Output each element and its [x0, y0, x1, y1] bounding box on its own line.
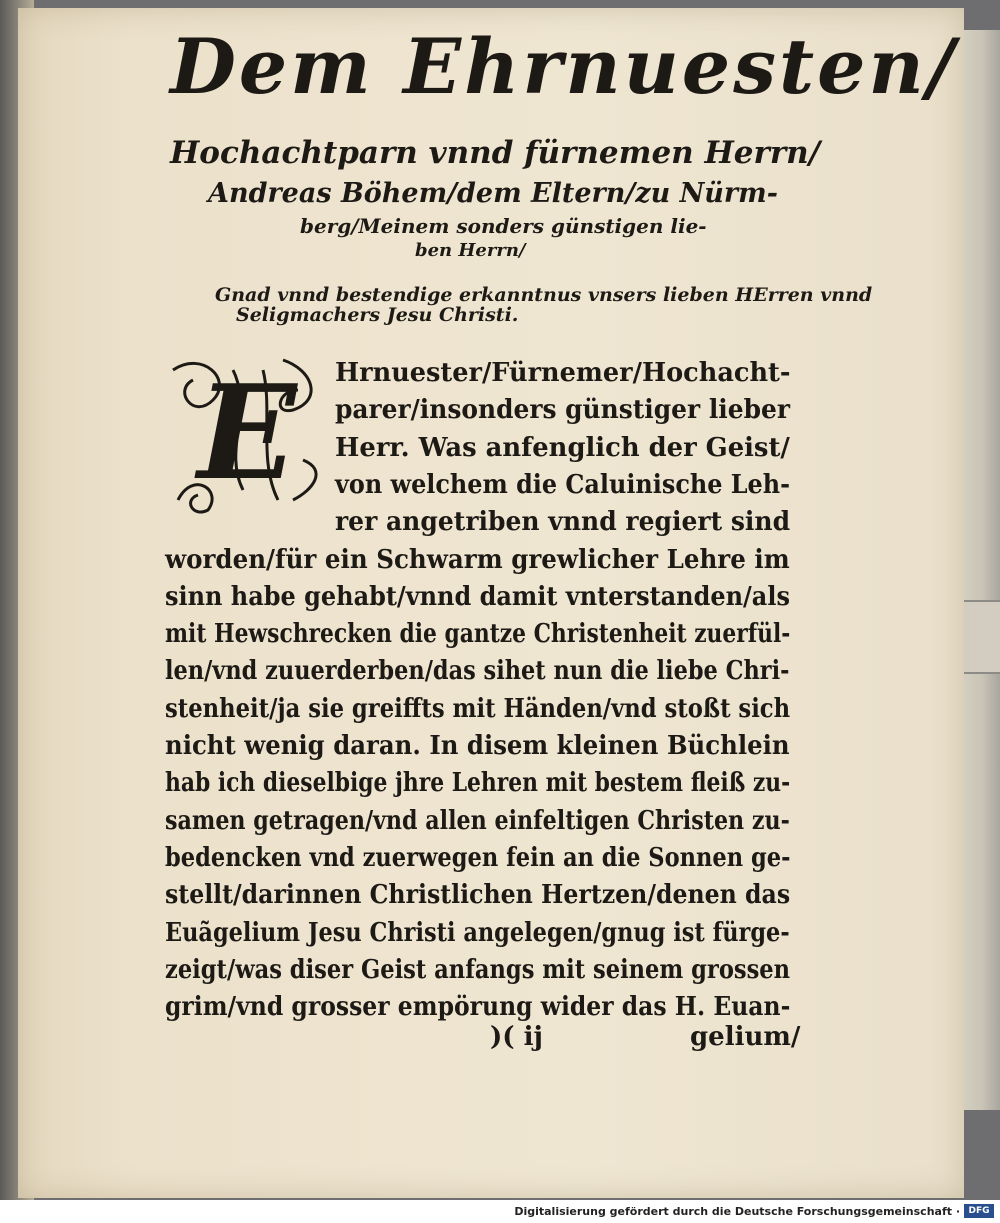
body-line: nicht wenig daran. In disem kleinen Büchlein	[165, 731, 790, 761]
body-line: hab ich dieselbige jhre Lehren mit bestem fleiß zu-	[165, 768, 791, 799]
body-line: grim/vnd grosser empörung wider das H. Euan-	[165, 992, 791, 1023]
body-line: len/vnd zuuerderben/das sihet nun die liebe Chri-	[165, 656, 790, 687]
body-line: samen getragen/vnd allen einfeltigen Christen zu-	[165, 805, 790, 836]
body-line: stellt/darinnen Christlichen Hertzen/denen das	[165, 880, 791, 911]
signature-mark: )( ij	[490, 1022, 543, 1052]
catchword: gelium/	[690, 1022, 801, 1052]
body-line: sinn habe gehabt/vnnd damit vnterstanden/als	[165, 581, 790, 612]
body-line: Hrnuester/Fürnemer/Hochacht-	[335, 358, 791, 388]
decorated-initial	[163, 350, 331, 518]
body-line: zeigt/was diser Geist anfangs mit seinem grossen	[165, 954, 791, 985]
heading-line-1: Hochachtparn vnnd fürnemen Herrn/	[170, 135, 821, 171]
body-line: rer angetriben vnnd regiert sind	[335, 507, 791, 538]
body-line: Herr. Was anfenglich der Geist/	[335, 432, 790, 463]
heading-line-4: ben Herrn/	[415, 240, 526, 261]
body-line: bedencken vnd zuerwegen fein an die Sonnen ge-	[165, 842, 791, 873]
initial-letter: E	[197, 356, 297, 509]
greeting-line-2: Seligmachers Jesu Christi.	[236, 304, 519, 326]
body-line: mit Hewschrecken die gantze Christenheit zuerfül-	[165, 619, 791, 650]
dfg-logo-icon: DFG	[964, 1204, 994, 1218]
body-line: worden/für ein Schwarm grewlicher Lehre im	[165, 544, 790, 575]
page-title: Dem Ehrnuesten/	[170, 22, 958, 111]
heading-line-3: berg/Meinem sonders günstigen lie-	[300, 214, 707, 238]
heading-line-2: Andreas Böhem/dem Eltern/zu Nürm-	[208, 178, 778, 209]
greeting-line-1: Gnad vnnd bestendige erkanntnus vnsers lieben HErren vnnd	[215, 284, 873, 306]
body-line: stenheit/ja sie greiffts mit Händen/vnd stoßt sich	[165, 693, 791, 724]
body-line: parer/insonders günstiger lieber	[335, 395, 790, 426]
footer-credit: Digitalisierung gefördert durch die Deutsche Forschungsgemeinschaft ·	[514, 1205, 960, 1218]
body-line: Euãgelium Jesu Christi angelegen/gnug ist fürge-	[165, 917, 790, 948]
body-line: von welchem die Caluinische Leh-	[335, 469, 791, 500]
